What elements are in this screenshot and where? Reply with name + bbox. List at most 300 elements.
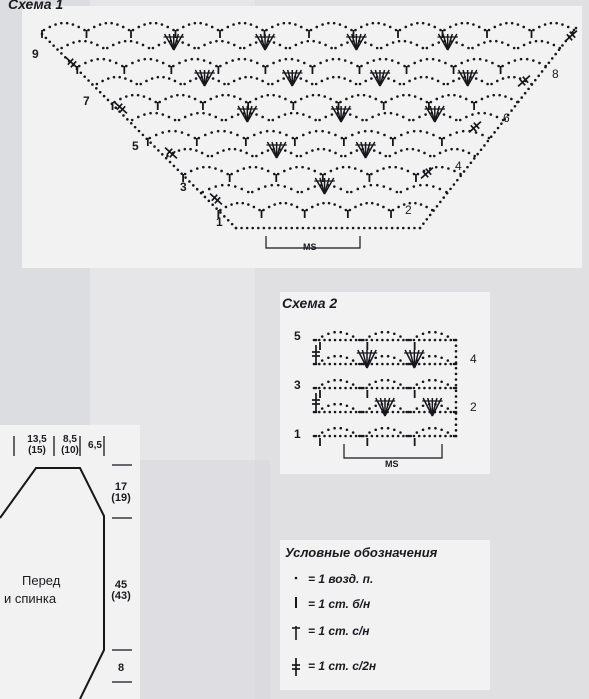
chain-dot	[317, 148, 320, 151]
chain-dot	[455, 344, 458, 347]
chain-dot	[414, 95, 417, 98]
chain-dot	[231, 223, 234, 226]
chain-dot	[422, 404, 425, 407]
chain-dot	[311, 149, 314, 152]
chain-dot	[402, 227, 405, 230]
chain-dot	[131, 119, 134, 122]
chain-dot	[444, 435, 447, 438]
chain-dot	[321, 23, 324, 26]
chain-dot	[166, 26, 169, 29]
chain-dot	[339, 339, 342, 342]
chain-dot	[122, 114, 125, 117]
chain-dot	[527, 88, 530, 91]
chain-dot	[475, 131, 478, 134]
chain-dot	[208, 166, 211, 169]
chain-dot	[377, 131, 380, 134]
chain-dot	[330, 170, 333, 173]
chain-dot	[444, 339, 447, 342]
chain-dot	[376, 47, 379, 50]
chain-dot	[339, 23, 342, 26]
chain-dot	[485, 59, 488, 62]
chain-dot	[510, 98, 513, 101]
chain-dot	[379, 152, 382, 155]
chain-dot	[387, 331, 390, 334]
chain-dot	[397, 363, 400, 366]
chain-dot	[490, 113, 493, 116]
chain-dot	[483, 144, 486, 147]
chain-dot	[225, 62, 228, 65]
chain-dot	[352, 359, 355, 362]
chain-dot	[184, 116, 187, 119]
chain-dot	[467, 47, 470, 50]
chain-dot	[380, 227, 383, 230]
chain-dot	[449, 435, 452, 438]
chain-dot	[526, 58, 529, 61]
chain-dot	[575, 27, 578, 30]
chain-dot	[285, 58, 288, 61]
chain-dot	[444, 62, 447, 65]
chain-dot	[243, 47, 246, 50]
chain-dot	[315, 130, 318, 133]
chain-dot	[247, 203, 250, 206]
chain-dot	[318, 411, 321, 414]
chain-dot	[149, 112, 152, 115]
chain-dot	[156, 59, 159, 62]
chain-dot	[66, 44, 69, 47]
chain-dot	[296, 227, 299, 230]
chain-dot	[152, 47, 155, 50]
chain-dot	[388, 155, 391, 158]
chain-dot	[389, 26, 392, 29]
top-dim-2-value: 8,5	[63, 434, 77, 445]
chain-dot	[290, 188, 293, 191]
chain-dot	[245, 152, 248, 155]
chain-dot	[392, 411, 395, 414]
chain-dot	[253, 134, 256, 137]
chain-dot	[262, 65, 265, 68]
chain-dot	[257, 227, 260, 230]
chain-dot	[243, 137, 246, 140]
chain-dot	[455, 361, 458, 364]
chain-dot	[271, 26, 274, 29]
chain-dot	[264, 185, 267, 188]
chain-dot	[443, 29, 446, 32]
chain-dot	[530, 83, 533, 86]
chain-dot	[197, 58, 200, 61]
chain-dot	[106, 47, 109, 50]
chain-dot	[371, 435, 374, 438]
chain-dot	[324, 116, 327, 119]
chain-dot	[435, 166, 438, 169]
scheme-1-row-6: 6	[503, 111, 510, 125]
chain-dot	[360, 203, 363, 206]
chain-dot	[391, 227, 394, 230]
chain-dot	[277, 80, 280, 83]
chain-dot	[250, 23, 253, 26]
chain-dot	[84, 62, 87, 65]
chain-dot	[429, 214, 432, 217]
chain-dot	[453, 94, 456, 97]
chain-dot	[173, 165, 176, 168]
chain-dot	[204, 134, 207, 137]
chain-dot	[455, 401, 458, 404]
chain-dot	[428, 23, 431, 26]
chain-dot	[392, 435, 395, 438]
legend-item-dc-text: = 1 ст. с/н	[308, 624, 370, 638]
chain-dot	[126, 118, 129, 121]
chain-dot	[365, 387, 368, 390]
chain-dot	[221, 119, 224, 122]
chain-dot	[210, 98, 213, 101]
chain-dot	[520, 96, 523, 99]
top-dim-1-value: 13,5	[27, 434, 47, 445]
chain-dot	[355, 83, 358, 86]
chain-dot	[402, 411, 405, 414]
chain-dot	[255, 26, 258, 29]
chain-dot	[96, 44, 99, 47]
chain-dot	[181, 41, 184, 44]
chain-dot	[489, 40, 492, 43]
chain-dot	[392, 387, 395, 390]
chain-dot	[227, 219, 230, 222]
chain-dot	[460, 62, 463, 65]
chain-dot	[479, 58, 482, 61]
chain-dot	[442, 83, 445, 86]
chain-dot	[240, 149, 243, 152]
chain-dot	[215, 40, 218, 43]
top-dim-2-alt: (10)	[61, 445, 79, 456]
chain-dot	[393, 80, 396, 83]
chain-dot	[468, 152, 471, 155]
chain-dot	[455, 390, 458, 393]
scheme-2-row-2: 2	[470, 400, 477, 414]
chain-dot	[354, 29, 357, 32]
chain-dot	[370, 184, 373, 187]
chain-dot	[301, 209, 304, 212]
chain-dot	[410, 23, 413, 26]
chain-dot	[366, 62, 369, 65]
chain-dot	[196, 188, 199, 191]
chain-dot	[370, 77, 373, 80]
chain-dot	[350, 339, 353, 342]
chain-dot	[107, 99, 110, 102]
chain-dot	[406, 131, 409, 134]
chain-dot	[393, 428, 396, 431]
chain-dot	[380, 47, 383, 50]
chain-dot	[334, 134, 337, 137]
chain-dot	[256, 77, 259, 80]
chain-dot	[350, 152, 353, 155]
chain-dot	[91, 83, 94, 86]
chain-dot	[381, 339, 384, 342]
chain-dot	[416, 22, 419, 25]
chain-dot	[366, 173, 369, 176]
chain-dot	[255, 166, 258, 169]
chain-dot	[251, 155, 254, 158]
chain-dot	[223, 130, 226, 133]
chain-dot	[422, 428, 425, 431]
chain-dot	[294, 101, 297, 104]
scheme-2-repeat-bracket	[344, 444, 442, 458]
chain-dot	[399, 359, 402, 362]
chain-dot	[261, 116, 264, 119]
chain-dot	[231, 59, 234, 62]
chain-dot	[323, 148, 326, 151]
chain-dot	[537, 75, 540, 78]
chain-dot	[315, 387, 318, 390]
chain-dot	[315, 339, 318, 342]
chain-dot	[396, 191, 399, 194]
chain-dot	[227, 94, 230, 97]
chain-dot	[352, 227, 355, 230]
chain-dot	[361, 119, 364, 122]
chain-dot	[346, 41, 349, 44]
chain-dot	[350, 62, 353, 65]
chain-dot	[355, 435, 358, 438]
chain-dot	[349, 113, 352, 116]
chain-dot	[99, 91, 102, 94]
legend-item-dc	[288, 624, 369, 638]
chain-dot	[476, 153, 479, 156]
chain-dot	[327, 356, 330, 359]
chain-dot	[155, 112, 158, 115]
chain-dot	[113, 76, 116, 79]
chain-dot	[119, 98, 122, 101]
chain-dot	[477, 44, 480, 47]
chain-dot	[544, 65, 547, 68]
chain-dot	[151, 77, 154, 80]
chain-dot	[157, 76, 160, 79]
chain-dot	[349, 209, 352, 212]
chain-dot	[215, 65, 218, 68]
chain-dot	[368, 431, 371, 434]
chain-dot	[534, 79, 537, 82]
chain-dot	[455, 384, 458, 387]
chain-dot	[371, 363, 374, 366]
chain-dot	[174, 130, 177, 133]
chain-dot	[481, 98, 484, 101]
chain-dot	[445, 149, 448, 152]
chain-dot	[221, 94, 224, 97]
chain-dot	[365, 435, 368, 438]
chain-dot	[251, 191, 254, 194]
chain-dot	[439, 339, 442, 342]
chain-dot	[188, 23, 191, 26]
chain-dot	[340, 44, 343, 47]
chain-dot	[376, 435, 379, 438]
chain-dot	[209, 41, 212, 44]
chain-dot	[355, 411, 358, 414]
chain-dot	[154, 101, 157, 104]
chain-dot	[441, 166, 444, 169]
chain-dot	[462, 130, 465, 133]
side-dim-3	[108, 663, 134, 674]
chain-dot	[440, 356, 443, 359]
chain-dot	[450, 65, 453, 68]
chain-dot	[182, 26, 185, 29]
chain-dot	[189, 148, 192, 151]
chain-dot	[554, 53, 557, 56]
chain-dot	[362, 435, 365, 438]
chain-dot	[436, 205, 439, 208]
chain-dot	[330, 47, 333, 50]
chain-dot	[522, 26, 525, 29]
chain-dot	[374, 404, 377, 407]
chain-dot	[432, 134, 435, 137]
chain-dot	[357, 131, 360, 134]
chain-dot	[442, 196, 445, 199]
chain-dot	[95, 87, 98, 90]
chain-dot	[325, 59, 328, 62]
chain-dot	[341, 137, 344, 140]
chain-dot	[290, 101, 293, 104]
chain-dot	[105, 22, 108, 25]
chain-dot	[350, 435, 353, 438]
chain-dot	[161, 23, 164, 26]
chain-dot	[128, 29, 131, 32]
chain-dot	[434, 435, 437, 438]
chain-dot	[143, 95, 146, 98]
chain-dot	[445, 191, 448, 194]
chain-dot	[413, 173, 416, 176]
chain-dot	[496, 80, 499, 83]
chain-dot	[439, 188, 442, 191]
chain-dot	[328, 202, 331, 205]
chain-dot	[384, 101, 387, 104]
chain-dot	[274, 227, 277, 230]
chain-dot	[365, 411, 368, 414]
chain-dot	[387, 77, 390, 80]
chain-dot	[358, 411, 361, 414]
chain-dot	[381, 427, 384, 430]
chain-dot	[439, 411, 442, 414]
chain-dot	[428, 435, 431, 438]
chain-dot	[277, 173, 280, 176]
chain-dot	[425, 206, 428, 209]
chain-dot	[240, 227, 243, 230]
chain-dot	[455, 350, 458, 353]
chain-dot	[216, 152, 219, 155]
chain-dot	[284, 113, 287, 116]
chain-dot	[414, 77, 417, 80]
chain-dot	[318, 119, 321, 122]
chain-dot	[115, 62, 118, 65]
chain-dot	[434, 379, 437, 382]
chain-dot	[118, 41, 121, 44]
chain-dot	[360, 65, 363, 68]
chain-dot	[392, 41, 395, 44]
chain-dot	[400, 134, 403, 137]
chain-dot	[498, 94, 501, 97]
chain-dot	[453, 387, 456, 390]
chain-dot	[93, 26, 96, 29]
chain-dot	[313, 185, 316, 188]
scheme-1-row-1: 1	[216, 215, 223, 229]
chain-dot	[125, 95, 128, 98]
chain-dot	[305, 152, 308, 155]
chain-dot	[362, 339, 365, 342]
chain-dot	[273, 173, 276, 176]
chain-dot	[341, 227, 344, 230]
chain-dot	[465, 98, 468, 101]
chain-dot	[333, 331, 336, 334]
chain-dot	[130, 122, 133, 125]
chain-dot	[270, 184, 273, 187]
chain-dot	[490, 83, 493, 86]
chain-dot	[189, 80, 192, 83]
chain-dot	[290, 227, 293, 230]
chain-dot	[440, 428, 443, 431]
chain-dot	[376, 387, 379, 390]
chain-dot	[278, 95, 281, 98]
chain-dot	[344, 155, 347, 158]
chain-dot	[333, 203, 336, 206]
chain-dot	[432, 44, 435, 47]
chain-dot	[331, 113, 334, 116]
chain-dot	[386, 44, 389, 47]
chain-dot	[422, 380, 425, 383]
chain-dot	[327, 404, 330, 407]
chain-dot	[234, 185, 237, 188]
chain-dot	[214, 116, 217, 119]
chain-dot	[397, 387, 400, 390]
chain-dot	[184, 173, 187, 176]
chain-dot	[324, 227, 327, 230]
chain-dot	[222, 149, 225, 152]
chain-dot	[428, 363, 431, 366]
chain-dot	[455, 119, 458, 122]
chain-dot	[334, 47, 337, 50]
chain-dot	[370, 130, 373, 133]
chain-dot	[168, 116, 171, 119]
chain-dot	[434, 339, 437, 342]
chain-dot	[142, 44, 145, 47]
chain-dot	[226, 173, 229, 176]
chain-dot	[400, 149, 403, 152]
chain-dot	[345, 98, 348, 101]
chain-dot	[441, 95, 444, 98]
chain-dot	[477, 112, 480, 115]
chain-dot	[327, 428, 330, 431]
chain-dot	[214, 167, 217, 170]
chain-dot	[409, 411, 412, 414]
chain-dot	[403, 83, 406, 86]
chain-dot	[486, 83, 489, 86]
chain-dot	[334, 152, 337, 155]
tr-stitch	[312, 345, 320, 363]
chain-dot	[517, 47, 520, 50]
chain-dot	[354, 167, 357, 170]
chain-dot	[462, 149, 465, 152]
chain-dot	[315, 435, 318, 438]
chain-dot	[87, 29, 90, 32]
chain-dot	[374, 356, 377, 359]
chain-dot	[364, 130, 367, 133]
chain-dot	[413, 185, 416, 188]
chain-dot	[249, 44, 252, 47]
chain-dot	[422, 332, 425, 335]
tr-stitch	[515, 73, 532, 90]
chain-dot	[96, 58, 99, 61]
chain-dot	[455, 356, 458, 359]
chain-dot	[561, 23, 564, 26]
chain-dot	[455, 418, 458, 421]
chain-dot	[203, 59, 206, 62]
chain-dot	[279, 131, 282, 134]
chain-dot	[284, 98, 287, 101]
chain-dot	[220, 170, 223, 173]
chain-dot	[324, 44, 327, 47]
